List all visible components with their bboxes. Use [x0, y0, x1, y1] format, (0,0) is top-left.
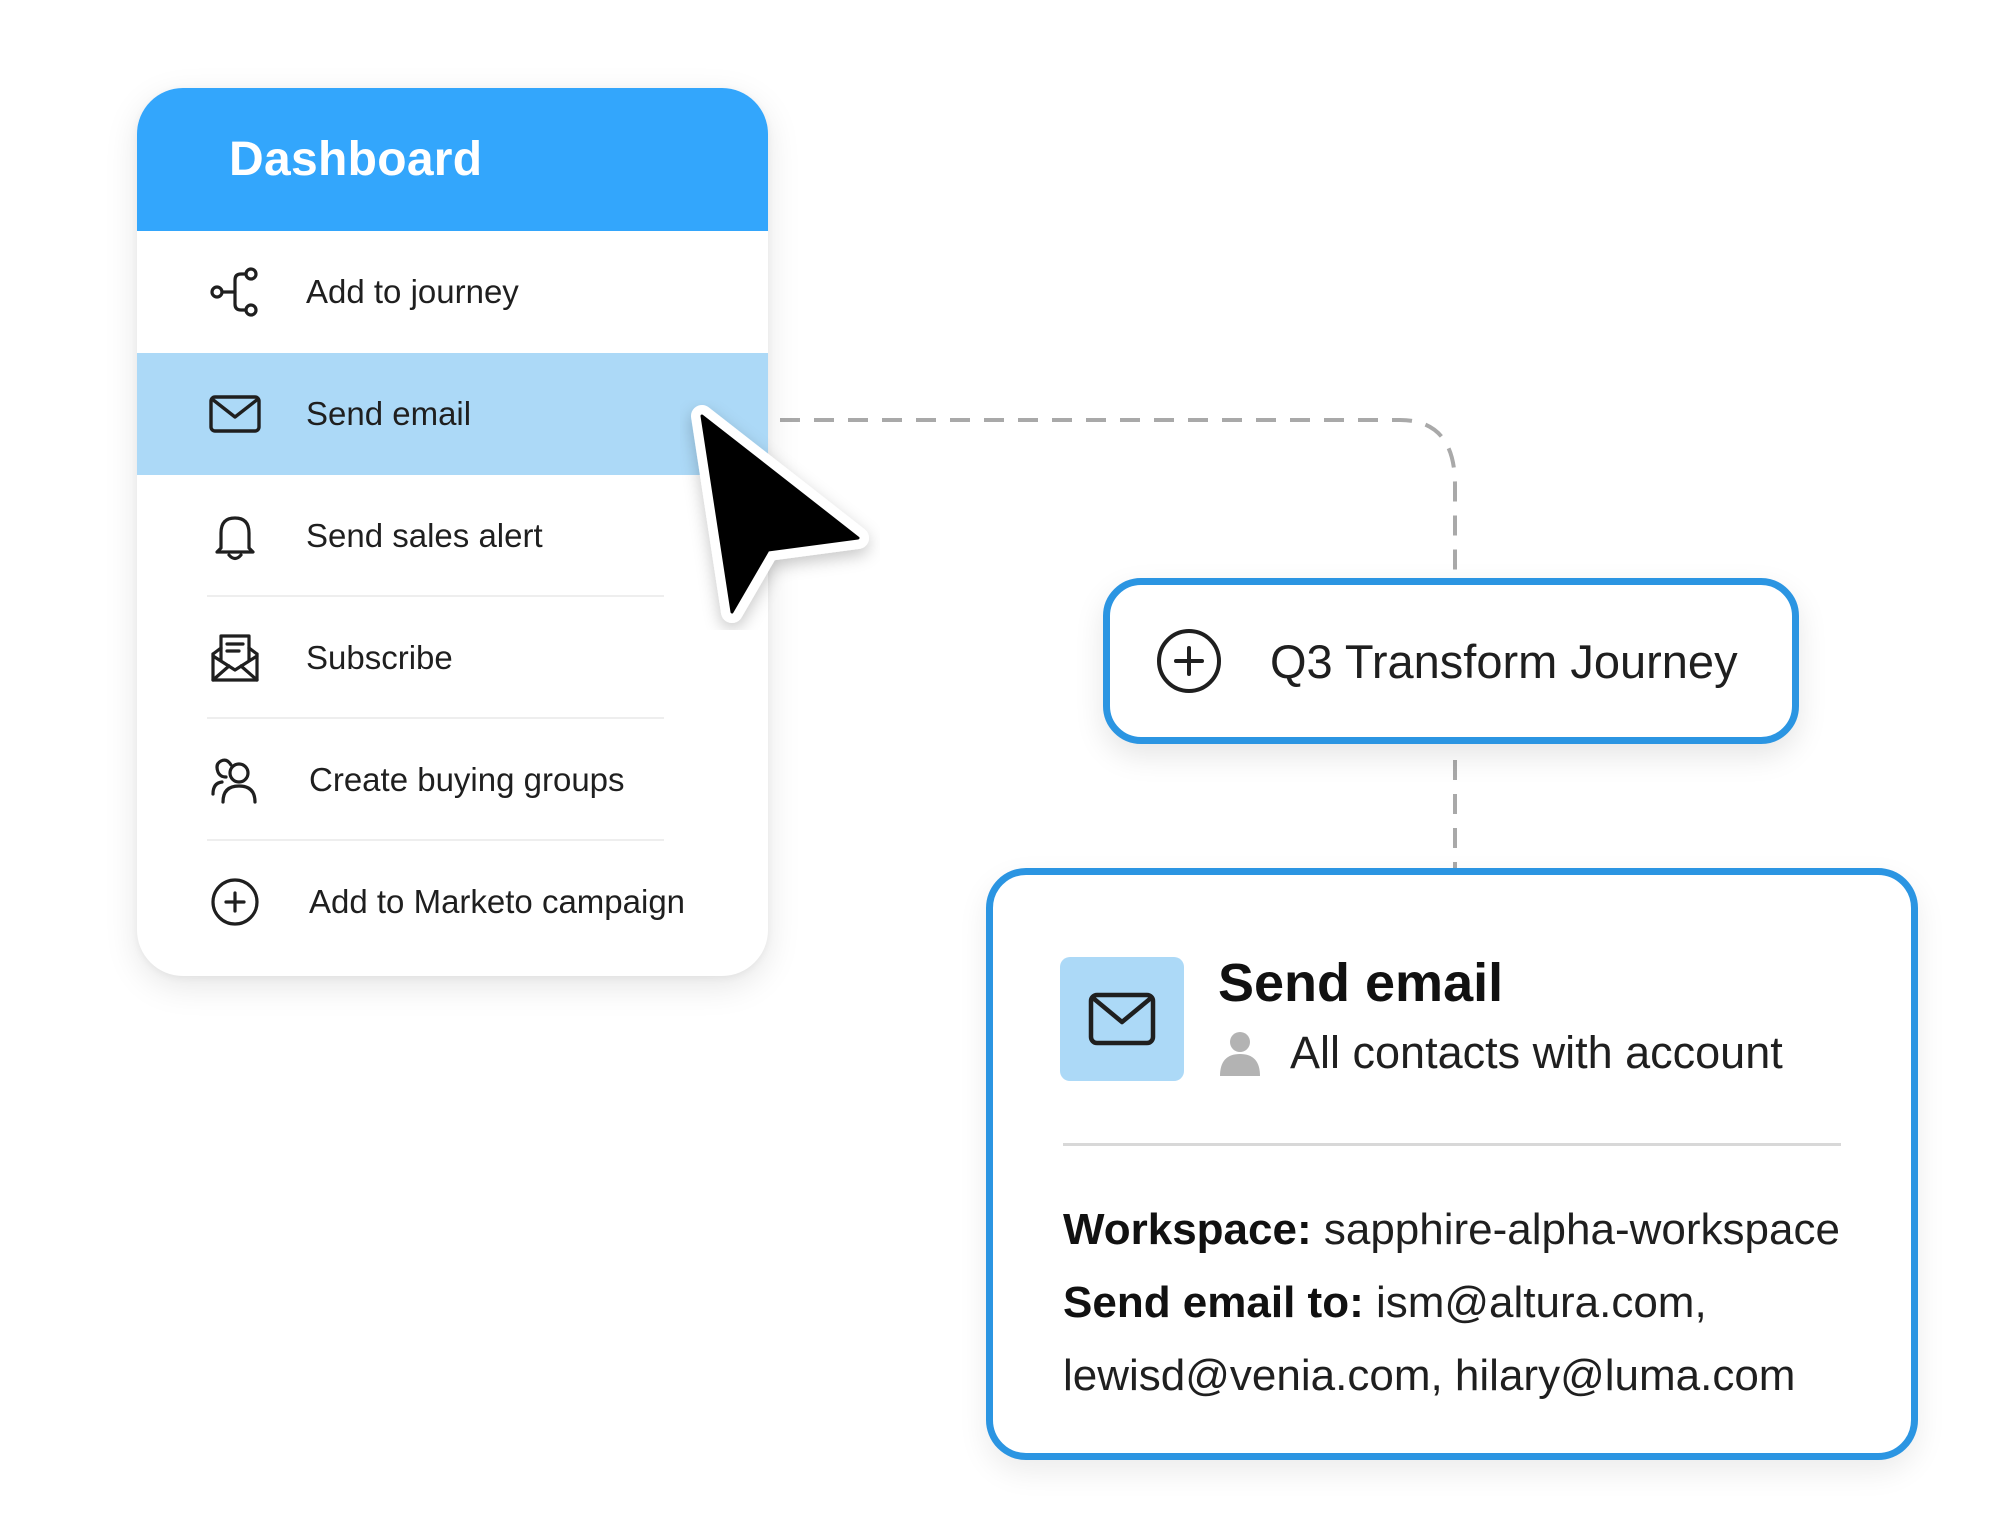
menu-item-create-buying-groups[interactable] — [137, 719, 768, 841]
mouse-cursor-icon — [680, 400, 880, 630]
send-to-label: Send email to: — [1063, 1278, 1364, 1327]
menu-item-add-to-marketo-campaign[interactable] — [137, 841, 768, 963]
menu-item-label: Add to journey — [306, 273, 519, 310]
menu-item-send-email[interactable] — [137, 353, 768, 475]
send-to-row-continued — [1063, 1339, 1863, 1412]
menu-item-label: Subscribe — [306, 639, 453, 676]
menu-title: Dashboard — [229, 133, 483, 186]
workspace-row — [1063, 1193, 1863, 1266]
detail-title: Send email — [1218, 953, 1504, 1013]
journey-card[interactable] — [1103, 578, 1799, 744]
send-to-row — [1063, 1266, 1863, 1339]
menu-item-label: Send email — [306, 395, 472, 432]
people-icon — [207, 752, 263, 808]
bell-icon — [207, 508, 263, 564]
connector-menu-to-journey — [780, 420, 1455, 578]
person-icon — [1218, 1030, 1262, 1076]
envelope-icon — [207, 386, 263, 442]
audience-text: All contacts with account — [1290, 1027, 1783, 1078]
journey-name: Q3 Transform Journey — [1270, 634, 1738, 688]
add-circle-icon — [207, 874, 263, 930]
add-circle-icon[interactable] — [1154, 626, 1224, 696]
workspace-value: sapphire-alpha-workspace — [1323, 1205, 1840, 1254]
menu-item-label: Add to Marketo campaign — [309, 883, 686, 920]
detail-audience — [1218, 1027, 1783, 1079]
menu-item-subscribe[interactable] — [137, 597, 768, 719]
detail-body — [1063, 1193, 1863, 1412]
menu-item-add-to-journey[interactable] — [137, 231, 768, 353]
menu-item-label: Send sales alert — [306, 517, 543, 554]
menu-header — [137, 88, 768, 231]
envelope-icon — [1060, 957, 1184, 1081]
journey-branch-icon — [207, 264, 263, 320]
send-email-detail-card — [986, 868, 1918, 1460]
workspace-label: Workspace: — [1063, 1205, 1312, 1254]
subscribe-envelope-icon — [207, 630, 263, 686]
menu-item-label: Create buying groups — [309, 761, 625, 798]
send-to-value: ism@altura.com, — [1375, 1278, 1707, 1327]
detail-divider — [1063, 1143, 1841, 1146]
dashboard-menu — [137, 88, 768, 976]
menu-item-send-sales-alert[interactable] — [137, 475, 768, 597]
send-to-value-continued: lewisd@venia.com, hilary@luma.com — [1063, 1351, 1796, 1400]
